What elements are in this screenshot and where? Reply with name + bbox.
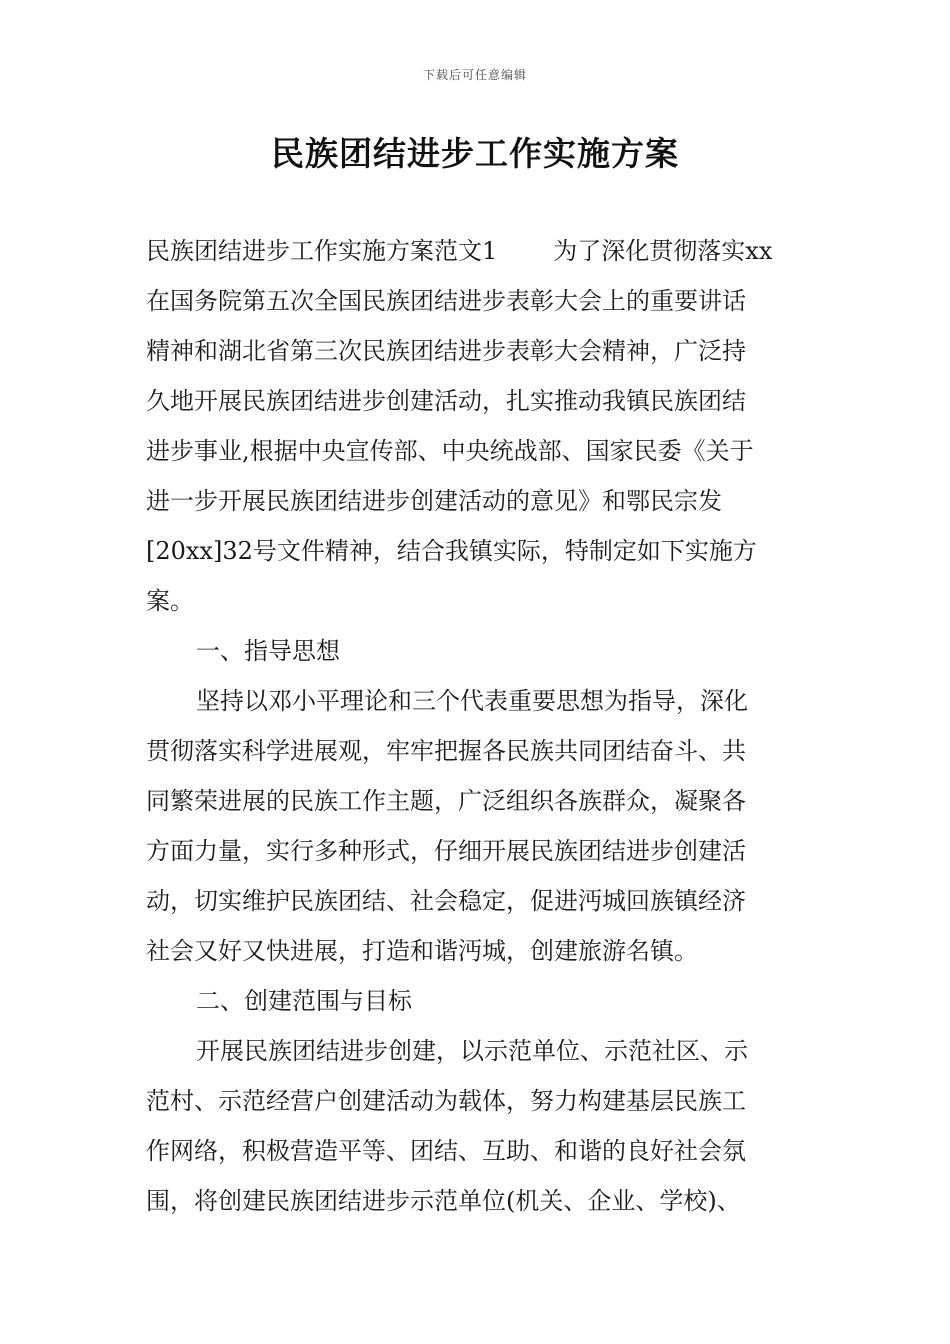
body-line: 进步事业,根据中央宣传部、中央统战部、国家民委《关于 — [146, 437, 754, 465]
body-line: 围，将创建民族团结进步示范单位(机关、企业、学校)、 — [146, 1187, 741, 1215]
body-line — [146, 226, 806, 276]
body-line: 精神和湖北省第三次民族团结进步表彰大会精神，广泛持 — [146, 337, 746, 365]
body-line: 贯彻落实科学进展观，牢牢把握各民族共同团结奋斗、共 — [146, 737, 746, 765]
body-line: 同繁荣进展的民族工作主题，广泛组织各族群众，凝聚各 — [146, 787, 746, 815]
body-line: 范村、示范经营户创建活动为载体，努力构建基层民族工 — [146, 1087, 746, 1115]
body-line: 坚持以邓小平理论和三个代表重要思想为指导，深化 — [196, 687, 748, 715]
section-heading: 一、指导思想 — [196, 637, 340, 665]
body-line-text: 为了深化贯彻落实xx — [553, 237, 773, 265]
body-line: 在国务院第五次全国民族团结进步表彰大会上的重要讲话 — [146, 287, 746, 315]
body-line: 开展民族团结进步创建，以示范单位、示范社区、示 — [196, 1037, 748, 1065]
section-heading: 二、创建范围与目标 — [196, 987, 412, 1015]
body-line: 社会又好又快进展，打造和谐沔城，创建旅游名镇。 — [146, 937, 698, 965]
body-line-text: 民族团结进步工作实施方案范文1 — [146, 237, 498, 265]
body-line: 作网络，积极营造平等、团结、互助、和谐的良好社会氛 — [146, 1137, 746, 1165]
document-title: 民族团结进步工作实施方案 — [271, 134, 679, 173]
header-note: 下载后可任意编辑 — [422, 68, 527, 82]
body-line: 久地开展民族团结进步创建活动，扎实推动我镇民族团结 — [146, 387, 746, 415]
document-body — [146, 226, 806, 1226]
body-line: [20xx]32号文件精神，结合我镇实际，特制定如下实施方 — [146, 537, 757, 565]
body-line: 动，切实维护民族团结、社会稳定，促进沔城回族镇经济 — [146, 887, 746, 915]
body-line: 案。 — [146, 587, 194, 615]
body-line: 方面力量，实行多种形式，仔细开展民族团结进步创建活 — [146, 837, 746, 865]
body-line: 进一步开展民族团结进步创建活动的意见》和鄂民宗发 — [146, 487, 722, 515]
